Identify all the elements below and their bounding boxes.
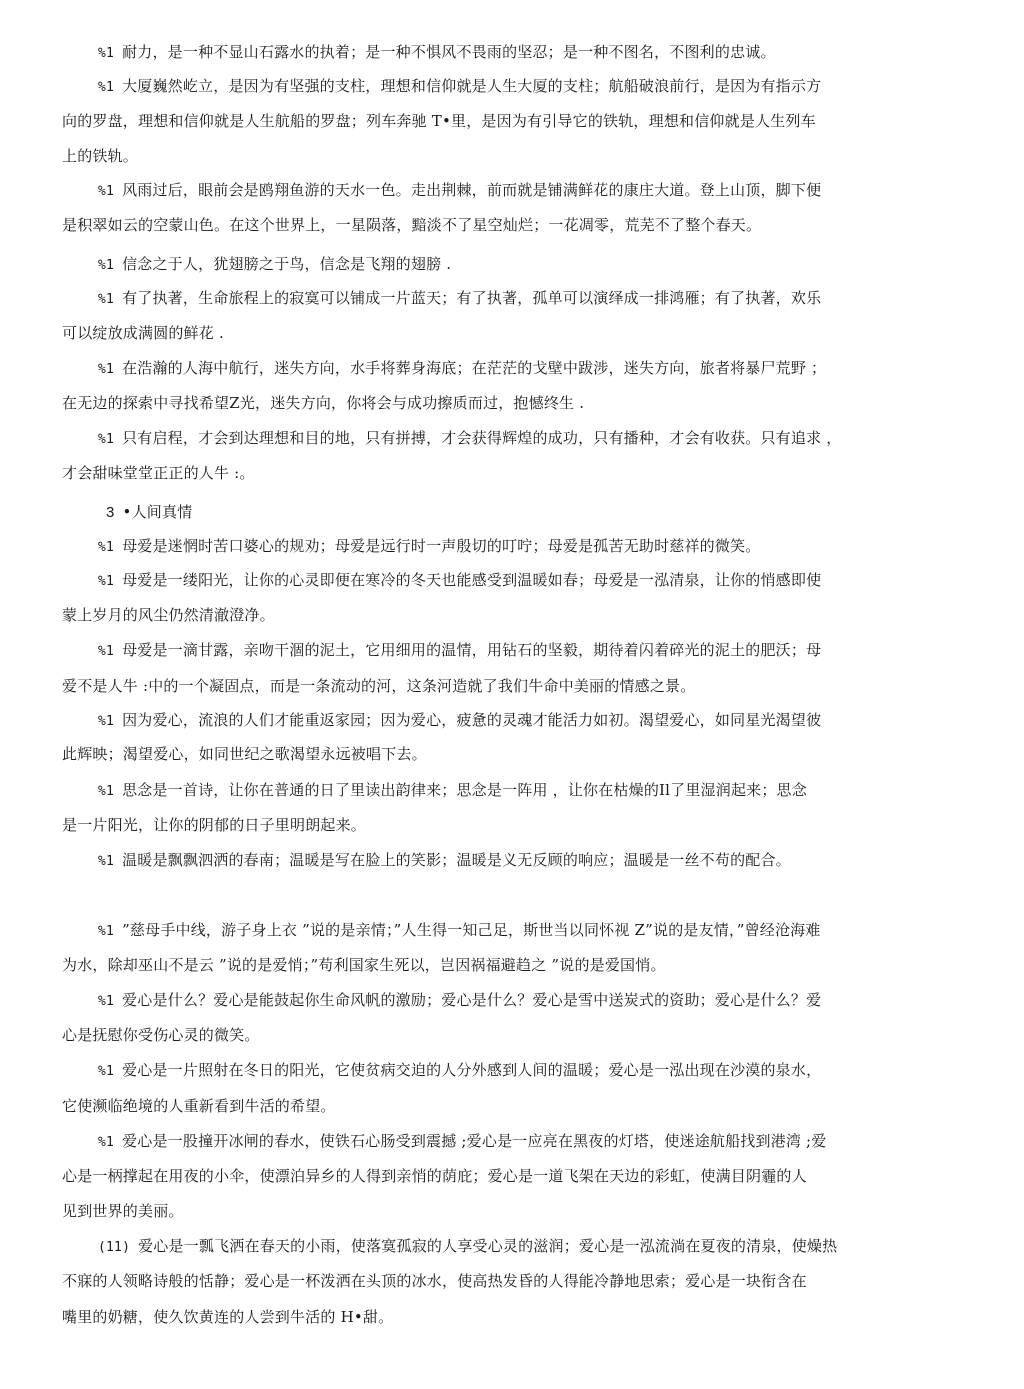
paragraph-text: 思念是一首诗，让你在普通的日了里读出韵律来；思念是一阵用 ，让你在枯燥的Il了里湿润起来；思念 — [122, 781, 807, 799]
paragraph-text: 风雨过后，眼前会是鸥翔鱼游的天水一色。走出荆棘，前而就是铺满鲜花的康庄大道。登上山顶，脚下便 — [122, 181, 822, 199]
paragraph-marker: %1 — [98, 46, 115, 61]
paragraph-marker: %1 — [98, 854, 115, 869]
paragraph-text: 母爱是迷惘时苦口婆心的规劝；母爱是远行时一声殷切的叮咛；母爱是孤苦无助时慈祥的微笑。 — [122, 537, 761, 555]
paragraph-line — [62, 1271, 807, 1291]
paragraph-text: 为水，除却巫山不是云 ”说的是爱悄；”苟利国家生死以，岂因祸福避趋之 ”说的是爱国悄。 — [62, 956, 666, 974]
paragraph-text: 有了执著，生命旅程上的寂寞可以铺成一片蓝天；有了执著，孤单可以演绎成一排鸿雁；有了执著，欢乐 — [122, 289, 822, 307]
paragraph-marker: %1 — [98, 1135, 115, 1150]
paragraph-first-line — [98, 850, 791, 872]
paragraph-text: 蒙上岁月的风尘仍然清澈澄净。 — [62, 606, 275, 624]
paragraph-line — [62, 815, 366, 835]
paragraph-line — [62, 676, 695, 696]
section-number: 3 — [106, 504, 115, 521]
paragraph-first-line — [98, 428, 841, 450]
paragraph-line — [62, 605, 275, 625]
paragraph-first-line — [98, 570, 821, 592]
paragraph-text: 见到世界的美丽。 — [62, 1202, 184, 1220]
paragraph-marker: %1 — [98, 1064, 115, 1079]
paragraph-first-line — [98, 640, 821, 662]
paragraph-text: 爱心是一股撞开冰闸的春水，使铁石心肠受到震撼 ;爱心是一应亮在黑夜的灯塔，使迷途航船找到港湾 ;爱 — [122, 1132, 827, 1150]
paragraph-text: 耐力，是一种不显山石露水的执着；是一种不惧风不畏雨的坚忍；是一种不图名，不图利的忠诚。 — [122, 43, 776, 61]
paragraph-marker: %1 — [98, 644, 115, 659]
paragraph-line — [62, 393, 584, 413]
paragraph-marker: %1 — [98, 784, 115, 799]
paragraph-text: 信念之于人，犹翅膀之于鸟，信念是飞翔的翅膀 . — [122, 255, 452, 273]
section-heading — [106, 502, 192, 523]
paragraph-first-line — [98, 1131, 827, 1153]
paragraph-line — [62, 146, 138, 166]
paragraph-marker: %1 — [98, 292, 115, 307]
paragraph-first-line — [98, 536, 760, 558]
paragraph-text: 爱心是一片照射在冬日的阳光，它使贫病交迫的人分外感到人间的温暖；爱心是一泓出现在沙漠的泉水， — [122, 1061, 822, 1079]
paragraph-first-line — [98, 288, 821, 310]
paragraph-text: 爱不是人牛 :中的一个凝固点，而是一条流动的河，这条河造就了我们牛命中美丽的情感之景。 — [62, 677, 696, 695]
paragraph-line — [62, 111, 816, 131]
paragraph-text: 它使濒临绝境的人重新看到牛活的希望。 — [62, 1097, 336, 1115]
paragraph-marker: %1 — [98, 258, 115, 273]
paragraph-text: 母爱是一滴甘露，亲吻干涸的泥土，它用细用的温情，用钻石的坚毅，期待着闪着碎光的泥土的肥沃；母 — [122, 641, 822, 659]
paragraph-marker: %1 — [98, 574, 115, 589]
paragraph-line — [62, 1307, 393, 1327]
paragraph-text: 在无边的探索中寻找希望Z光，迷失方向，你将会与成功擦质而过，抱憾终生 . — [62, 394, 585, 412]
paragraph-first-line — [98, 990, 821, 1012]
paragraph-marker: %1 — [98, 924, 115, 939]
paragraph-first-line — [98, 920, 821, 942]
section-title: •人间真情 — [122, 503, 193, 521]
paragraph-text: 爱心是什么？爱心是能鼓起你生命风帆的激励；爱心是什么？爱心是雪中送炭式的资助；爱心是什么？爱 — [122, 991, 822, 1009]
paragraph-text: 大厦巍然屹立，是因为有坚强的支柱，理想和信仰就是人生大厦的支柱；航船破浪前行，是因为有指示方 — [122, 77, 822, 95]
paragraph-text: 是积翠如云的空蒙山色。在这个世界上，一星陨落，黯淡不了星空灿烂；一花凋零，荒芜不了整个春天。 — [62, 216, 762, 234]
paragraph-line — [62, 1096, 336, 1116]
paragraph-marker: %1 — [98, 184, 115, 199]
paragraph-text: 可以绽放成满圆的鲜花 . — [62, 324, 224, 342]
paragraph-marker: %1 — [98, 80, 115, 95]
paragraph-first-line — [98, 76, 821, 98]
paragraph-first-line — [98, 1060, 821, 1082]
paragraph-text: 因为爱心，流浪的人们才能重返家园；因为爱心，疲惫的灵魂才能活力如初。渴望爱心，如同星光渴望彼 — [122, 711, 822, 729]
paragraph-marker: %1 — [98, 362, 115, 377]
paragraph-first-line — [98, 1236, 837, 1258]
paragraph-first-line — [98, 710, 821, 732]
paragraph-line — [62, 463, 255, 483]
paragraph-text: 嘴里的奶糖，使久饮黄连的人尝到牛活的 H•甜。 — [62, 1308, 394, 1326]
paragraph-line — [62, 323, 224, 343]
paragraph-marker: %1 — [98, 540, 115, 555]
paragraph-text: 心是抚慰你受伤心灵的微笑。 — [62, 1026, 260, 1044]
paragraph-line — [62, 1166, 807, 1186]
paragraph-marker: %1 — [98, 432, 115, 447]
paragraph-text: 才会甜味堂堂正正的人牛 :。 — [62, 464, 255, 482]
paragraph-line — [62, 1025, 260, 1045]
paragraph-line — [62, 1201, 184, 1221]
paragraph-text: 此辉映；渴望爱心，如同世纪之歌渴望永远被唱下去。 — [62, 745, 427, 763]
paragraph-text: 上的铁轨。 — [62, 147, 139, 165]
paragraph-line — [62, 744, 427, 764]
paragraph-text: 爱心是一瓢飞洒在春天的小雨，使落寞孤寂的人享受心灵的滋润；爱心是一泓流淌在夏夜的清泉，使燥热 — [138, 1237, 838, 1255]
paragraph-first-line — [98, 780, 807, 802]
paragraph-marker: %1 — [98, 714, 115, 729]
paragraph-first-line — [98, 358, 826, 380]
paragraph-marker: %1 — [98, 994, 115, 1009]
paragraph-text: 不寐的人领略诗般的恬静；爱心是一杯泼洒在头顶的冰水，使高热发昏的人得能冷静地思索；爱心是一块衔含在 — [62, 1272, 807, 1290]
paragraph-text: 心是一柄撑起在用夜的小伞，使漂泊异乡的人得到亲悄的荫庇；爱心是一道飞架在天边的彩虹，使满目阴霾的人 — [62, 1167, 807, 1185]
paragraph-text: 温暖是飘飘泗洒的春南；温暖是写在脸上的笑影；温暖是义无反顾的响应；温暖是一丝不苟的配合。 — [122, 851, 791, 869]
paragraph-line — [62, 955, 666, 975]
paragraph-text: 在浩瀚的人海中航行，迷失方向，水手将葬身海底；在茫茫的戈壁中跋涉，迷失方向，旅者将暴尸荒野 ； — [122, 359, 827, 377]
paragraph-text: 向的罗盘，理想和信仰就是人生航船的罗盘；列车奔驰 T•里，是因为有引导它的铁轨，理想和信仰就是人生列车 — [62, 112, 816, 130]
paragraph-text: ”慈母手中线，游子身上衣 ”说的是亲情；”人生得一知己足，斯世当以同怀视 Z”说的是友情，”曾经沧海难 — [122, 921, 821, 939]
paragraph-text: 是一片阳光，让你的阴郁的日子里明朗起来。 — [62, 816, 367, 834]
paragraph-text: 只有启程，才会到达理想和目的地，只有拼搏，才会获得辉煌的成功，只有播种，才会有收获。只有追求 ， — [122, 429, 842, 447]
paragraph-first-line — [98, 42, 776, 64]
paragraph-first-line — [98, 254, 451, 276]
paragraph-first-line — [98, 180, 821, 202]
paragraph-text: 母爱是一缕阳光，让你的心灵即便在寒冷的冬天也能感受到温暖如春；母爱是一泓清泉，让你的悄感即使 — [122, 571, 822, 589]
paragraph-marker: (11) — [98, 1240, 131, 1255]
paragraph-line — [62, 215, 761, 235]
